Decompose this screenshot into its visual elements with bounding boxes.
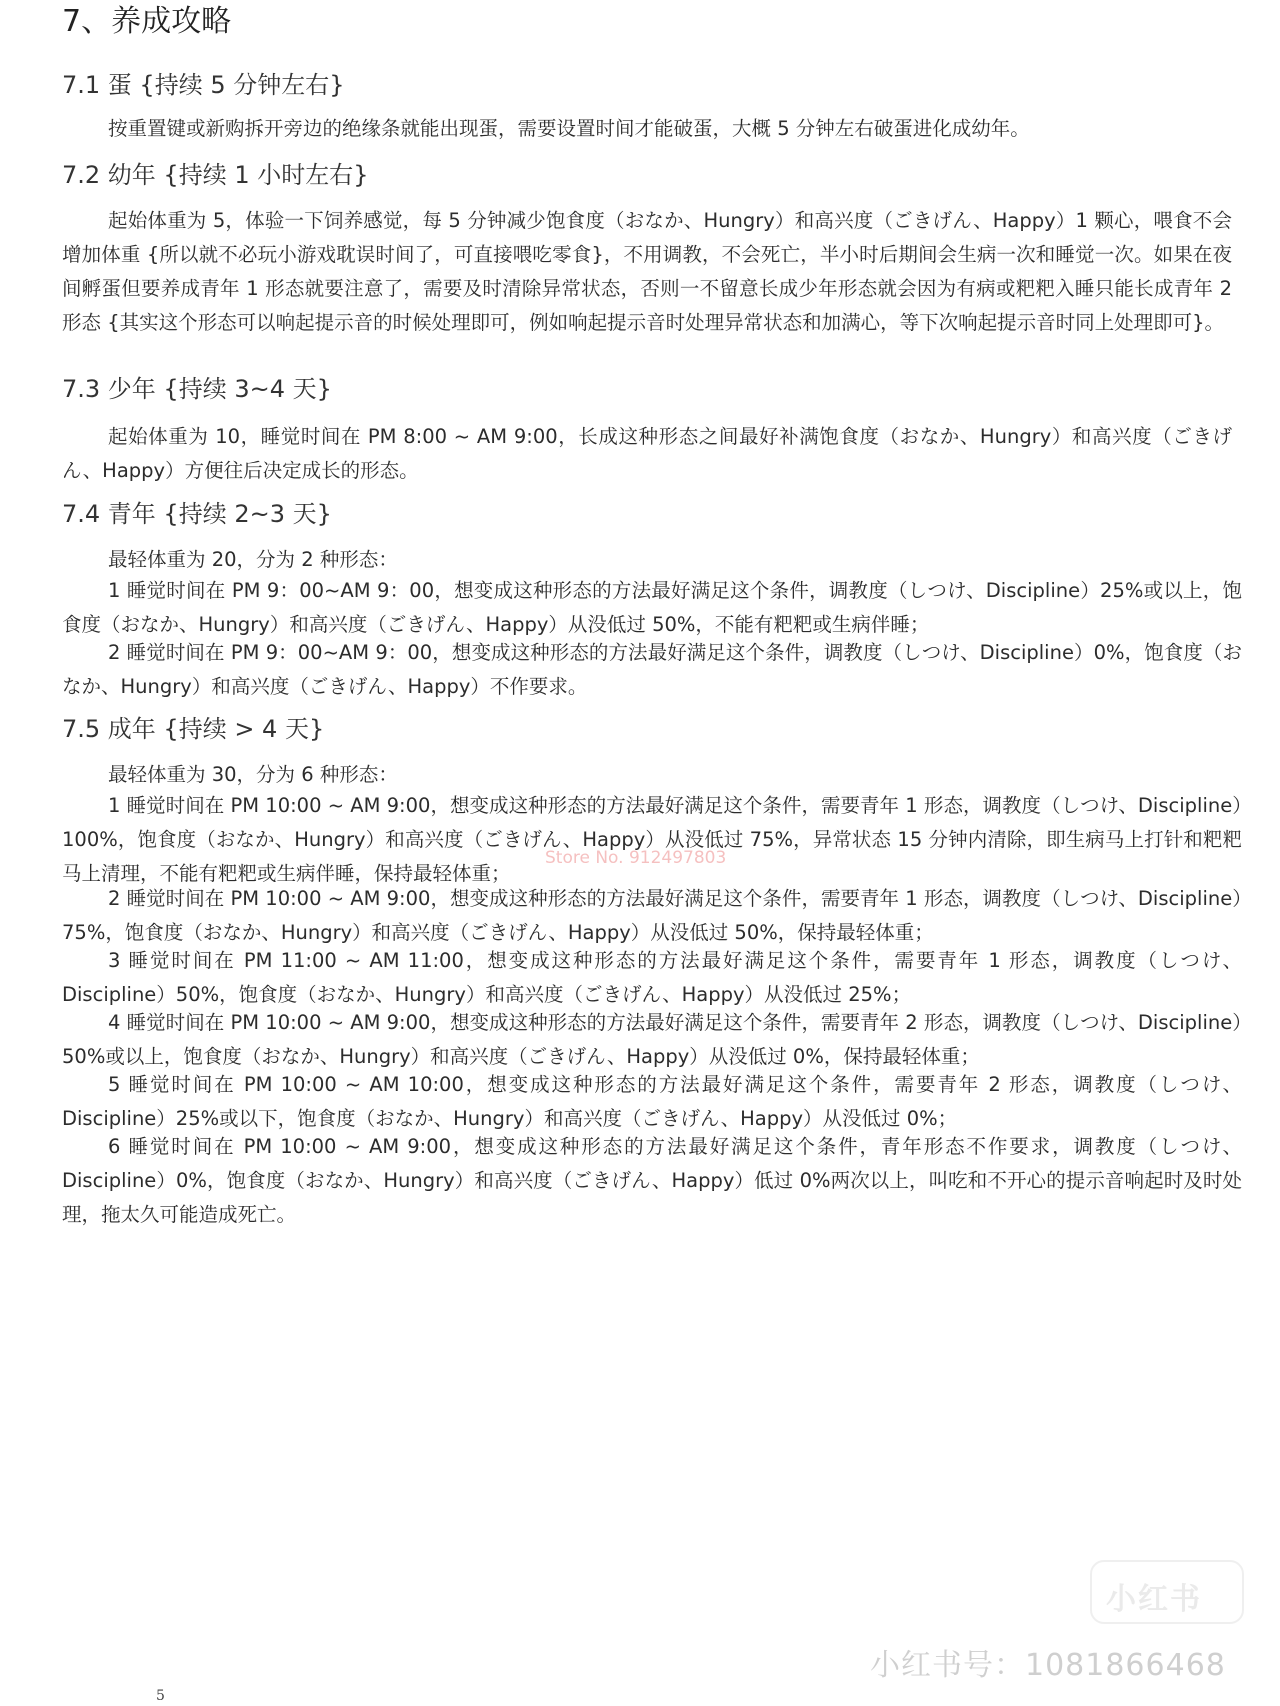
section-heading-7-4: 7.4 青年 {持续 2~3 天} bbox=[62, 500, 332, 528]
section-7-4-item-1: 1 睡觉时间在 PM 9：00~AM 9：00，想变成这种形态的方法最好满足这个条件，调教度（しつけ、Discipline）25%或以上，饱食度（おなか、Hungry）和高兴度（ごきげん、Happy）从没低过 50%，不能有粑粑或生病伴睡； bbox=[62, 579, 1242, 636]
account-watermark: 小红书号：1081866468 bbox=[870, 1648, 1226, 1683]
logo-text: 小红书 bbox=[1106, 1582, 1202, 1617]
section-7-5-intro: 最轻体重为 30，分为 6 种形态： bbox=[108, 763, 398, 786]
page-number: 5 bbox=[156, 1688, 165, 1704]
section-7-5-item-6: 6 睡觉时间在 PM 10:00 ~ AM 9:00，想变成这种形态的方法最好满足这个条件，青年形态不作要求，调教度（しつけ、Discipline）0%，饱食度（おなか、Hungry）和高兴度（ごきげん、Happy）低过 0%两次以上，叫吃和不开心的提示音响起时及时处理，拖太久可能造成死亡。 bbox=[62, 1135, 1242, 1226]
section-7-3-paragraph: 起始体重为 10，睡觉时间在 PM 8:00 ~ AM 9:00，长成这种形态之间最好补满饱食度（おなか、Hungry）和高兴度（ごきげん、Happy）方便往后决定成长的形态。 bbox=[62, 425, 1232, 482]
section-7-5-item-3: 3 睡觉时间在 PM 11:00 ~ AM 11:00，想变成这种形态的方法最好满足这个条件，需要青年 1 形态，调教度（しつけ、Discipline）50%，饱食度（おなか、Hungry）和高兴度（ごきげん、Happy）从没低过 25%； bbox=[62, 949, 1242, 1006]
section-7-5-item-1: 1 睡觉时间在 PM 10:00 ~ AM 9:00，想变成这种形态的方法最好满足这个条件，需要青年 1 形态，调教度（しつけ、Discipline）100%，饱食度（おなか、Hungry）和高兴度（ごきげん、Happy）从没低过 75%，异常状态 15 分钟内清除，即生病马上打针和粑粑马上清理，不能有粑粑或生病伴睡，保持最轻体重； bbox=[62, 794, 1242, 885]
section-7-5-item-2: 2 睡觉时间在 PM 10:00 ~ AM 9:00，想变成这种形态的方法最好满足这个条件，需要青年 1 形态，调教度（しつけ、Discipline）75%，饱食度（おなか、Hungry）和高兴度（ごきげん、Happy）从没低过 50%，保持最轻体重； bbox=[62, 887, 1242, 944]
store-watermark: Store No. 912497803 bbox=[545, 848, 727, 868]
section-7-4-item-2: 2 睡觉时间在 PM 9：00~AM 9：00，想变成这种形态的方法最好满足这个条件，调教度（しつけ、Discipline）0%，饱食度（おなか、Hungry）和高兴度（ごきげん、Happy）不作要求。 bbox=[62, 641, 1242, 698]
section-heading-7-3: 7.3 少年 {持续 3~4 天} bbox=[62, 375, 332, 403]
section-heading-7-5: 7.5 成年 {持续 > 4 天} bbox=[62, 715, 325, 743]
section-7-5-item-5: 5 睡觉时间在 PM 10:00 ~ AM 10:00，想变成这种形态的方法最好满足这个条件，需要青年 2 形态，调教度（しつけ、Discipline）25%或以下，饱食度（おなか、Hungry）和高兴度（ごきげん、Happy）从没低过 0%； bbox=[62, 1073, 1242, 1130]
section-7-4-intro: 最轻体重为 20，分为 2 种形态： bbox=[108, 548, 398, 571]
section-7-1-paragraph: 按重置键或新购拆开旁边的绝缘条就能出现蛋，需要设置时间才能破蛋，大概 5 分钟左右破蛋进化成幼年。 bbox=[108, 117, 1030, 140]
section-7-5-item-4: 4 睡觉时间在 PM 10:00 ~ AM 9:00，想变成这种形态的方法最好满足这个条件，需要青年 2 形态，调教度（しつけ、Discipline）50%或以上，饱食度（おなか、Hungry）和高兴度（ごきげん、Happy）从没低过 0%，保持最轻体重； bbox=[62, 1011, 1242, 1068]
section-7-2-paragraph: 起始体重为 5，体验一下饲养感觉，每 5 分钟减少饱食度（おなか、Hungry）和高兴度（ごきげん、Happy）1 颗心，喂食不会增加体重 {所以就不必玩小游戏耽误时间了，可直接喂吃零食}，不用调教，不会死亡，半小时后期间会生病一次和睡觉一次。如果在夜间孵蛋但要养成青年 1 形态就要注意了，需要及时清除异常状态，否则一不留意长成少年形态就会因为有病或粑粑入睡只能长成青年 2 形态 {其实这个形态可以响起提示音的时候处理即可，例如响起提示音时处理异常状态和加满心，等下次响起提示音时同上处理即可}。 bbox=[62, 209, 1232, 334]
page-title: 7、养成攻略 bbox=[62, 4, 232, 39]
section-heading-7-1: 7.1 蛋 {持续 5 分钟左右} bbox=[62, 71, 345, 99]
xiaohongshu-logo-watermark bbox=[1090, 1560, 1244, 1624]
section-heading-7-2: 7.2 幼年 {持续 1 小时左右} bbox=[62, 161, 369, 189]
